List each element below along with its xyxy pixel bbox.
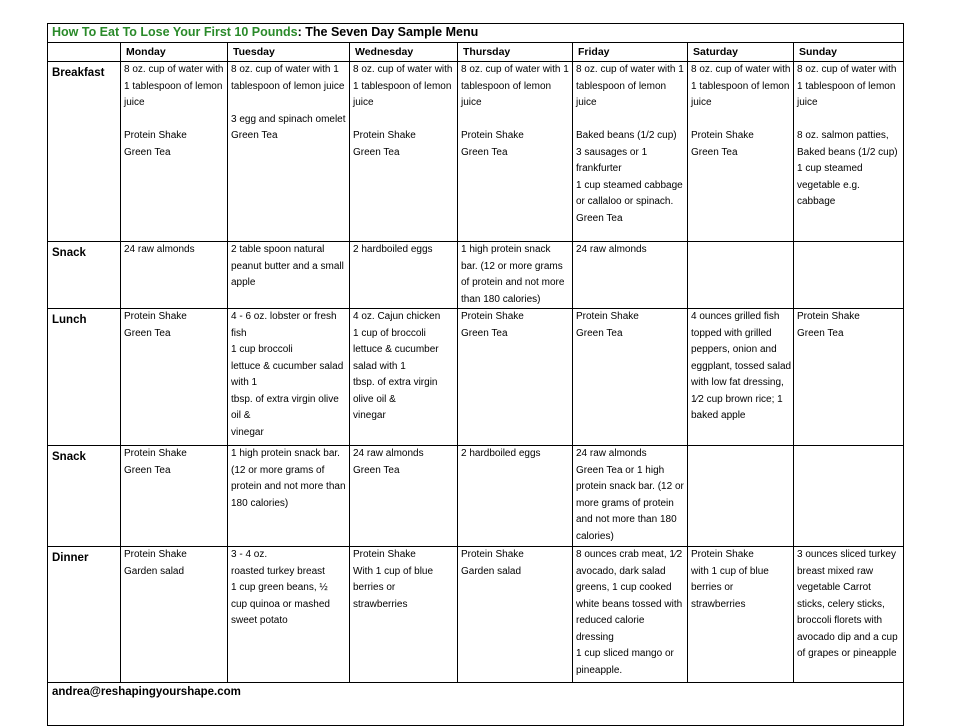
- menu-line: 1 cup steamed: [797, 163, 863, 174]
- menu-line: 2 hardboiled eggs: [353, 244, 433, 255]
- menu-line: 3 ounces sliced turkey: [797, 549, 896, 560]
- menu-cell-sunday: [794, 242, 904, 309]
- menu-line: greens, 1 cup cooked: [576, 582, 672, 593]
- menu-line: Green Tea: [353, 146, 400, 158]
- menu-line: 24 raw almonds: [124, 244, 195, 255]
- menu-cell-monday: [121, 62, 228, 242]
- menu-cell-friday: [573, 242, 688, 309]
- menu-line: vinegar: [353, 410, 386, 421]
- menu-line: With 1 cup of blue: [353, 565, 434, 577]
- menu-cell-friday: [573, 309, 688, 446]
- menu-line: Protein Shake: [124, 311, 187, 322]
- menu-cell-wednesday: [350, 547, 458, 683]
- menu-line: 1 cup steamed cabbage: [576, 179, 683, 191]
- menu-line: 1 cup of broccoli: [353, 327, 426, 339]
- menu-line: Green Tea: [124, 327, 171, 339]
- menu-line: 1 tablespoon of lemon: [691, 80, 790, 92]
- meal-row-snack: [48, 242, 904, 309]
- menu-line: white beans tossed with: [576, 598, 683, 610]
- menu-line: Garden salad: [461, 565, 522, 577]
- title-black-part: : The Seven Day Sample Menu: [297, 25, 479, 39]
- menu-line: Protein Shake: [461, 549, 524, 560]
- menu-line: Protein Shake: [353, 549, 416, 560]
- menu-line: Garden salad: [124, 565, 185, 577]
- line-gap: [461, 112, 569, 129]
- line-gap: [353, 112, 454, 129]
- page-title: [48, 24, 904, 43]
- menu-line: sticks, celery sticks,: [797, 598, 885, 610]
- menu-line: 3 - 4 oz.: [231, 549, 268, 560]
- menu-line: peanut butter and a small: [231, 260, 344, 272]
- menu-cell-saturday: [688, 547, 794, 683]
- menu-line: 8 oz. cup of water with 1: [231, 64, 339, 75]
- menu-line: (12 or more grams of: [231, 464, 325, 476]
- menu-line: berries or: [353, 582, 396, 593]
- menu-line: topped with grilled: [691, 327, 772, 339]
- menu-line: 1⁄2 cup brown rice; 1: [691, 393, 783, 405]
- menu-line: avocado dip and a cup: [797, 631, 898, 643]
- menu-line: with 1 cup of blue: [691, 565, 769, 577]
- menu-line: Green Tea: [797, 327, 844, 339]
- menu-line: Baked beans (1/2 cup): [797, 146, 898, 158]
- day-header-monday: Monday: [121, 43, 228, 62]
- menu-line: 180 calories): [231, 497, 289, 509]
- menu-line: and not more than 180: [576, 514, 677, 525]
- menu-line: juice: [691, 97, 712, 108]
- menu-line: Green Tea: [461, 327, 508, 339]
- menu-line: 1 cup green beans, ½: [231, 582, 328, 593]
- menu-line: 24 raw almonds: [353, 448, 424, 459]
- menu-line: vinegar: [231, 426, 264, 438]
- line-gap: [691, 112, 790, 129]
- menu-line: berries or: [691, 582, 734, 593]
- menu-line: tablespoon of lemon: [461, 80, 552, 92]
- menu-cell-monday: [121, 446, 228, 547]
- day-header-thursday: Thursday: [458, 43, 573, 62]
- menu-line: salad with 1: [353, 360, 406, 372]
- menu-cell-tuesday: [228, 547, 350, 683]
- menu-line: 1 tablespoon of lemon: [353, 80, 452, 92]
- menu-line: cabbage: [797, 196, 836, 207]
- menu-line: 1 tablespoon of lemon: [797, 80, 896, 92]
- menu-line: of protein and not more: [461, 277, 565, 288]
- menu-cell-wednesday: [350, 242, 458, 309]
- meal-row-breakfast: [48, 62, 904, 242]
- day-header-sunday: Sunday: [794, 43, 904, 62]
- menu-line: baked apple: [691, 410, 746, 421]
- menu-line: Green Tea: [691, 146, 738, 158]
- menu-line: 8 oz. cup of water with: [797, 64, 897, 75]
- meal-label: Lunch: [48, 309, 121, 446]
- menu-line: avocado, dark salad: [576, 565, 666, 577]
- menu-cell-friday: [573, 547, 688, 683]
- menu-line: Protein Shake: [124, 448, 187, 459]
- menu-line: 1 high protein snack: [461, 244, 551, 255]
- header-corner-cell: [48, 43, 121, 62]
- menu-cell-saturday: [688, 309, 794, 446]
- menu-cell-sunday: [794, 62, 904, 242]
- menu-line: Protein Shake: [124, 130, 187, 141]
- menu-cell-tuesday: [228, 309, 350, 446]
- menu-line: protein snack bar. (12 or: [576, 481, 684, 492]
- menu-line: juice: [353, 97, 374, 108]
- menu-cell-tuesday: [228, 62, 350, 242]
- menu-line: Green Tea: [576, 212, 623, 224]
- line-gap: [797, 112, 900, 129]
- meal-row-lunch: [48, 309, 904, 446]
- menu-line: vegetable Carrot: [797, 582, 871, 593]
- menu-cell-thursday: [458, 446, 573, 547]
- menu-cell-friday: [573, 62, 688, 242]
- menu-cell-thursday: [458, 309, 573, 446]
- menu-cell-sunday: [794, 309, 904, 446]
- menu-line: strawberries: [691, 598, 746, 610]
- menu-line: Protein Shake: [461, 130, 524, 141]
- menu-line: lettuce & cucumber: [353, 344, 439, 355]
- menu-cell-tuesday: [228, 242, 350, 309]
- menu-line: or callaloo or spinach.: [576, 196, 674, 207]
- menu-line: tablespoon of lemon juice: [231, 80, 345, 92]
- menu-cell-wednesday: [350, 62, 458, 242]
- menu-line: Green Tea: [353, 464, 400, 476]
- day-header-wednesday: Wednesday: [350, 43, 458, 62]
- menu-line: Protein Shake: [576, 311, 639, 322]
- menu-line: 4 ounces grilled fish: [691, 311, 780, 322]
- menu-cell-saturday: [688, 242, 794, 309]
- menu-line: lettuce & cucumber salad: [231, 360, 344, 372]
- menu-line: than 180 calories): [461, 293, 541, 305]
- menu-cell-friday: [573, 446, 688, 547]
- meal-label: Snack: [48, 242, 121, 309]
- menu-line: with 1: [231, 377, 258, 388]
- menu-line: 2 table spoon natural: [231, 244, 325, 255]
- menu-cell-monday: [121, 547, 228, 683]
- line-gap: [124, 112, 224, 129]
- menu-line: 8 oz. cup of water with 1: [576, 64, 684, 75]
- menu-line: juice: [576, 97, 597, 108]
- menu-line: calories): [576, 530, 614, 542]
- menu-line: tbsp. of extra virgin olive: [231, 393, 339, 405]
- menu-line: 24 raw almonds: [576, 448, 647, 459]
- menu-line: 8 oz. cup of water with: [691, 64, 791, 75]
- menu-cell-saturday: [688, 62, 794, 242]
- footer-cell: [48, 683, 904, 726]
- menu-cell-sunday: [794, 547, 904, 683]
- menu-line: Green Tea: [124, 464, 171, 476]
- menu-line: Baked beans (1/2 cup): [576, 130, 677, 141]
- menu-line: broccoli florets with: [797, 615, 883, 626]
- menu-cell-sunday: [794, 446, 904, 547]
- menu-line: 24 raw almonds: [576, 244, 647, 255]
- menu-line: 2 hardboiled eggs: [461, 448, 541, 459]
- menu-line: Protein Shake: [461, 311, 524, 322]
- menu-cell-thursday: [458, 242, 573, 309]
- menu-line: of grapes or pineapple: [797, 648, 897, 659]
- menu-line: with low fat dressing,: [691, 377, 784, 388]
- menu-line: 8 oz. cup of water with: [124, 64, 224, 75]
- menu-line: dressing: [576, 631, 614, 643]
- menu-line: pineapple.: [576, 664, 623, 676]
- line-gap: [231, 95, 346, 112]
- contact-email: andrea@reshapingyourshape.com: [52, 686, 241, 698]
- meal-row-dinner: [48, 547, 904, 683]
- meal-label: Breakfast: [48, 62, 121, 242]
- menu-line: juice: [461, 97, 482, 108]
- menu-line: peppers, onion and: [691, 344, 777, 355]
- menu-line: 4 oz. Cajun chicken: [353, 311, 441, 322]
- menu-line: 8 ounces crab meat, 1⁄2: [576, 549, 683, 560]
- menu-cell-thursday: [458, 547, 573, 683]
- day-header-tuesday: Tuesday: [228, 43, 350, 62]
- menu-line: Green Tea: [124, 146, 171, 158]
- menu-line: frankfurter: [576, 163, 622, 174]
- menu-line: strawberries: [353, 598, 408, 610]
- day-header-saturday: Saturday: [688, 43, 794, 62]
- menu-line: 1 cup sliced mango or: [576, 648, 674, 659]
- menu-line: breast mixed raw: [797, 565, 874, 577]
- menu-line: Green Tea or 1 high: [576, 464, 665, 476]
- day-header-friday: Friday: [573, 43, 688, 62]
- menu-line: 8 oz. cup of water with: [353, 64, 453, 75]
- menu-line: 1 cup broccoli: [231, 344, 293, 355]
- meal-label: Snack: [48, 446, 121, 547]
- menu-line: more grams of protein: [576, 497, 674, 509]
- menu-line: oil &: [231, 410, 251, 421]
- menu-line: 1 tablespoon of lemon: [124, 80, 223, 92]
- menu-line: roasted turkey breast: [231, 565, 325, 577]
- menu-line: 3 egg and spinach omelet: [231, 113, 346, 125]
- menu-cell-monday: [121, 309, 228, 446]
- menu-line: Protein Shake: [797, 311, 860, 322]
- menu-line: olive oil &: [353, 393, 396, 405]
- line-gap: [576, 112, 684, 129]
- menu-line: protein and not more than: [231, 481, 346, 492]
- menu-line: Protein Shake: [691, 549, 754, 560]
- menu-cell-wednesday: [350, 446, 458, 547]
- menu-line: Protein Shake: [353, 130, 416, 141]
- menu-line: 8 oz. cup of water with 1: [461, 64, 569, 75]
- menu-line: 3 sausages or 1: [576, 146, 648, 158]
- menu-line: Protein Shake: [691, 130, 754, 141]
- menu-line: 4 - 6 oz. lobster or fresh: [231, 311, 337, 322]
- menu-line: Green Tea: [231, 130, 278, 141]
- menu-line: Green Tea: [461, 146, 508, 158]
- menu-line: bar. (12 or more grams: [461, 260, 563, 272]
- menu-cell-wednesday: [350, 309, 458, 446]
- menu-line: eggplant, tossed salad: [691, 360, 792, 372]
- menu-line: 1 high protein snack bar.: [231, 448, 340, 459]
- menu-sheet: [47, 23, 903, 726]
- menu-line: Green Tea: [576, 327, 623, 339]
- menu-cell-saturday: [688, 446, 794, 547]
- menu-table: [47, 23, 904, 726]
- menu-line: juice: [124, 97, 145, 108]
- menu-line: vegetable e.g.: [797, 179, 860, 191]
- menu-line: Protein Shake: [124, 549, 187, 560]
- footer-row: [48, 683, 904, 726]
- menu-line: reduced calorie: [576, 615, 645, 626]
- menu-line: juice: [797, 97, 818, 108]
- menu-cell-monday: [121, 242, 228, 309]
- menu-line: sweet potato: [231, 615, 288, 626]
- menu-cell-tuesday: [228, 446, 350, 547]
- menu-line: tbsp. of extra virgin: [353, 377, 438, 388]
- day-header-row: [48, 43, 904, 62]
- menu-line: apple: [231, 277, 256, 288]
- menu-line: cup quinoa or mashed: [231, 598, 330, 610]
- menu-line: 8 oz. salmon patties,: [797, 130, 889, 141]
- menu-line: tablespoon of lemon: [576, 80, 667, 92]
- menu-cell-thursday: [458, 62, 573, 242]
- meal-label: Dinner: [48, 547, 121, 683]
- menu-line: fish: [231, 327, 247, 339]
- title-green-part: How To Eat To Lose Your First 10 Pounds: [52, 25, 298, 39]
- meal-row-snack: [48, 446, 904, 547]
